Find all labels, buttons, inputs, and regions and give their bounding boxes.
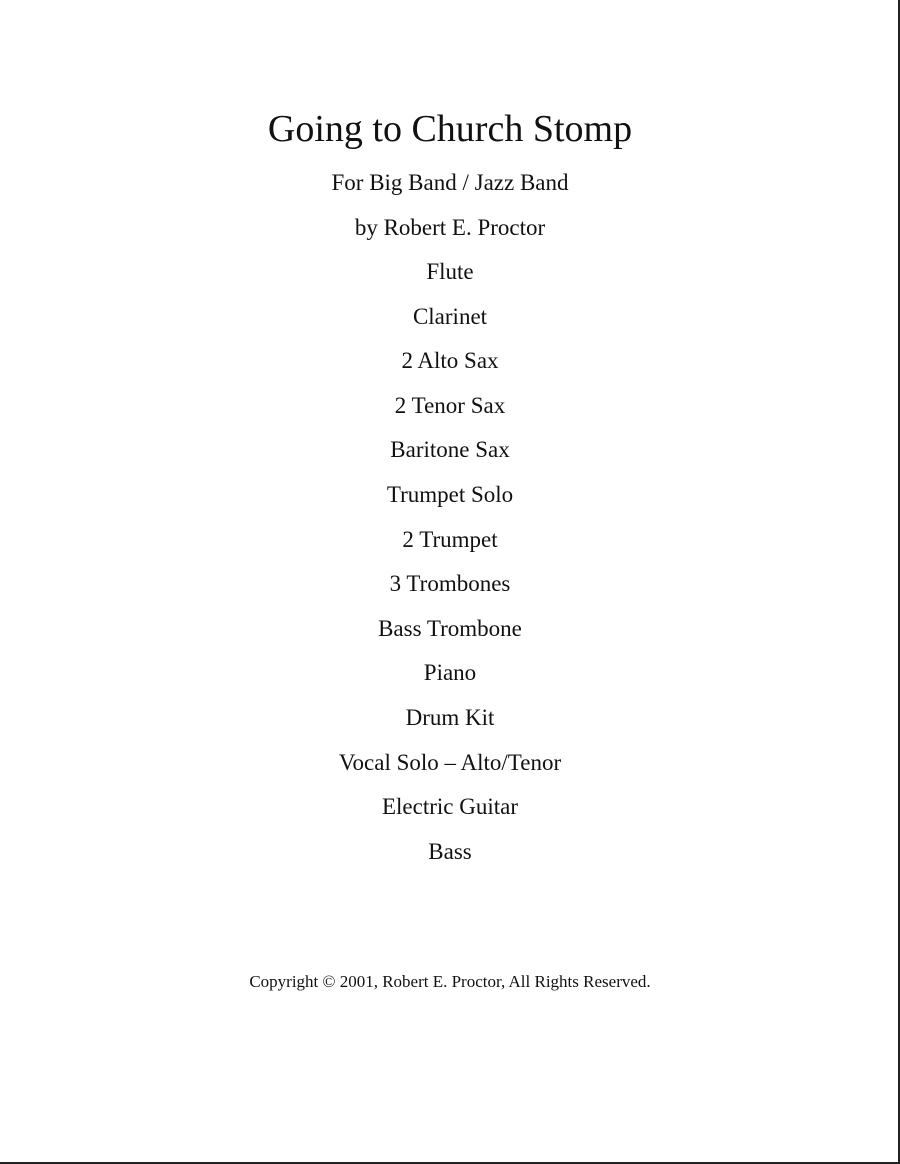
document-title: Going to Church Stomp [267,108,633,150]
instrument-item: Bass [428,838,472,864]
instrument-item: 2 Tenor Sax [394,392,506,418]
instrument-item: Electric Guitar [381,794,518,820]
instrument-item: Piano [423,660,477,686]
instrument-item: Trumpet Solo [386,481,514,507]
document-subtitle: For Big Band / Jazz Band [331,170,569,195]
instrument-item: Baritone Sax [390,437,510,463]
instrument-item: 2 Trumpet [402,526,498,552]
instrument-item: 2 Alto Sax [401,348,499,374]
instrument-item: Vocal Solo – Alto/Tenor [338,749,562,775]
composer-credit: by Robert E. Proctor [354,215,546,240]
instrument-item: Bass Trombone [378,615,522,641]
instrument-item: 3 Trombones [389,571,511,597]
copyright-notice: Copyright © 2001, Robert E. Proctor, All Rights Reserved. [249,972,651,991]
instrument-item: Drum Kit [405,704,495,730]
instrument-item: Flute [426,259,474,284]
instrument-list [0,257,900,881]
instrument-item: Clarinet [412,303,488,329]
